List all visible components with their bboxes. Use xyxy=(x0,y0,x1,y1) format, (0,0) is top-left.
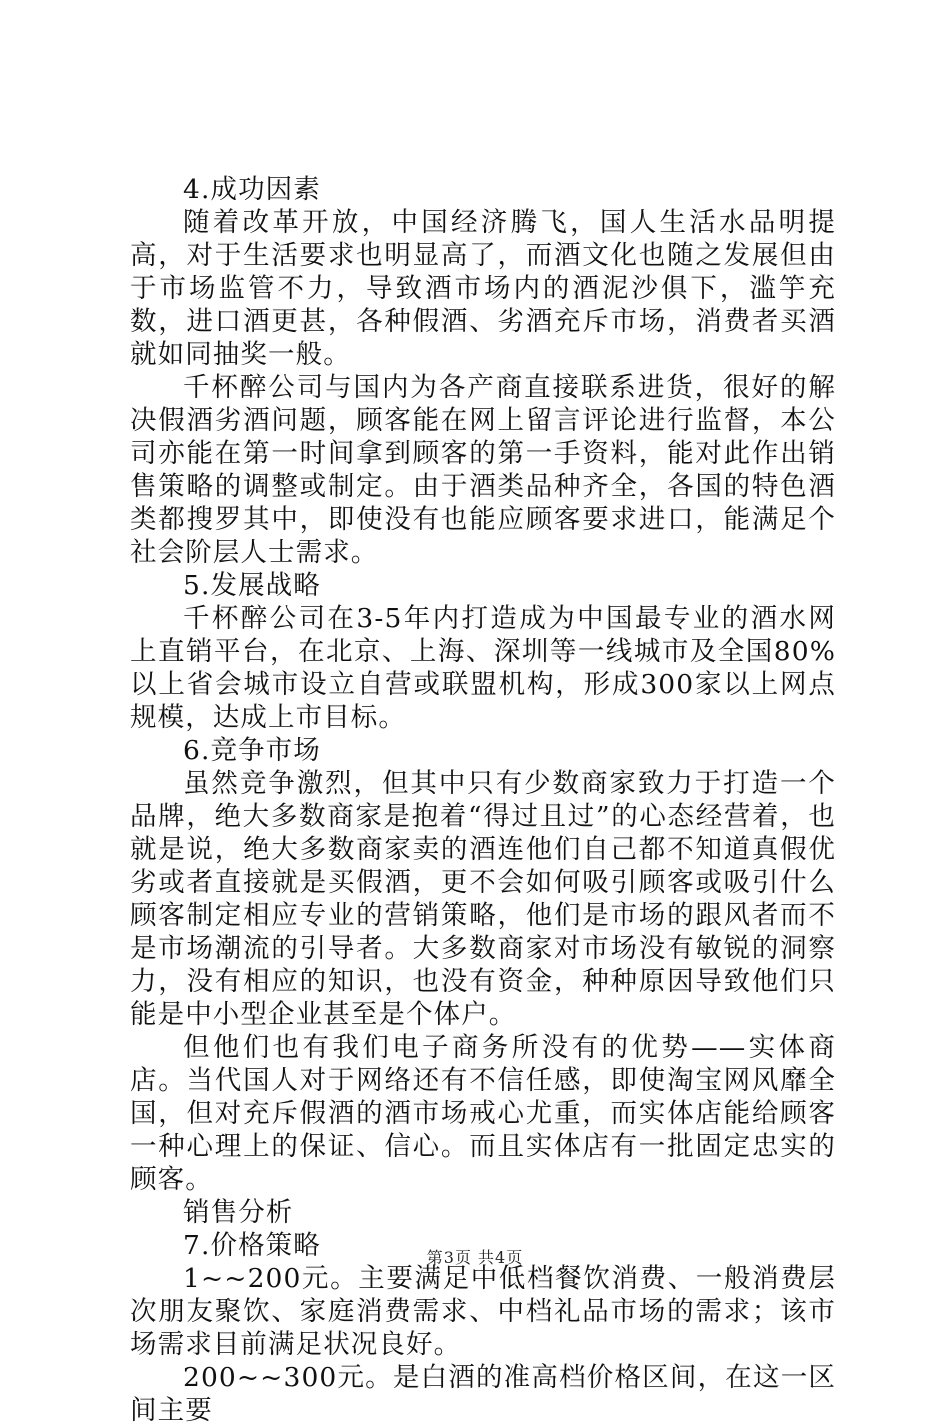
page-number-footer: 第3页 共4页 xyxy=(426,1248,524,1267)
document-body xyxy=(130,173,836,1427)
paragraph: 200~~300元。是白酒的准高档价格区间，在这一区间主要 xyxy=(130,1362,836,1426)
section-heading-competitive-market: 6.竞争市场 xyxy=(183,735,321,766)
section-heading-success-factors: 4.成功因素 xyxy=(183,174,321,205)
paragraph: 千杯醉公司在3-5年内打造成为中国最专业的酒水网上直销平台，在北京、上海、深圳等一线城市及全国80%以上省会城市设立自营或联盟机构，形成300家以上网点规模，达成上市目标。 xyxy=(130,603,836,733)
paragraph: 1~~200元。主要满足中低档餐饮消费、一般消费层次朋友聚饮、家庭消费需求、中档礼品市场的需求；该市场需求目前满足状况良好。 xyxy=(130,1263,836,1360)
section-heading-pricing-strategy: 7.价格策略 xyxy=(183,1230,321,1261)
paragraph: 但他们也有我们电子商务所没有的优势——实体商店。当代国人对于网络还有不信任感，即使淘宝网风靡全国，但对充斥假酒的酒市场戒心尤重，而实体店能给顾客一种心理上的保证、信心。而且实体店有一批固定忠实的顾客。 xyxy=(130,1032,836,1195)
paragraph: 随着改革开放，中国经济腾飞，国人生活水品明提高，对于生活要求也明显高了，而酒文化也随之发展但由于市场监管不力，导致酒市场内的酒泥沙俱下，滥竽充数，进口酒更甚，各种假酒、劣酒充斥市场，消费者买酒就如同抽奖一般。 xyxy=(130,207,836,370)
paragraph: 虽然竞争激烈，但其中只有少数商家致力于打造一个品牌，绝大多数商家是抱着“得过且过”的心态经营着，也就是说，绝大多数商家卖的酒连他们自己都不知道真假优劣或者直接就是买假酒，更不会如何吸引顾客或吸引什么顾客制定相应专业的营销策略，他们是市场的跟风者而不是市场潮流的引导者。大多数商家对市场没有敏锐的洞察力，没有相应的知识，也没有资金，种种原因导致他们只能是中小型企业甚至是个体户。 xyxy=(130,768,836,1030)
section-heading-development-strategy: 5.发展战略 xyxy=(183,570,321,601)
section-heading-sales-analysis: 销售分析 xyxy=(183,1197,294,1228)
paragraph: 千杯醉公司与国内为各产商直接联系进货，很好的解决假酒劣酒问题，顾客能在网上留言评论进行监督，本公司亦能在第一时间拿到顾客的第一手资料，能对此作出销售策略的调整或制定。由于酒类品种齐全，各国的特色酒类都搜罗其中，即使没有也能应顾客要求进口，能满足个社会阶层人士需求。 xyxy=(130,372,836,568)
